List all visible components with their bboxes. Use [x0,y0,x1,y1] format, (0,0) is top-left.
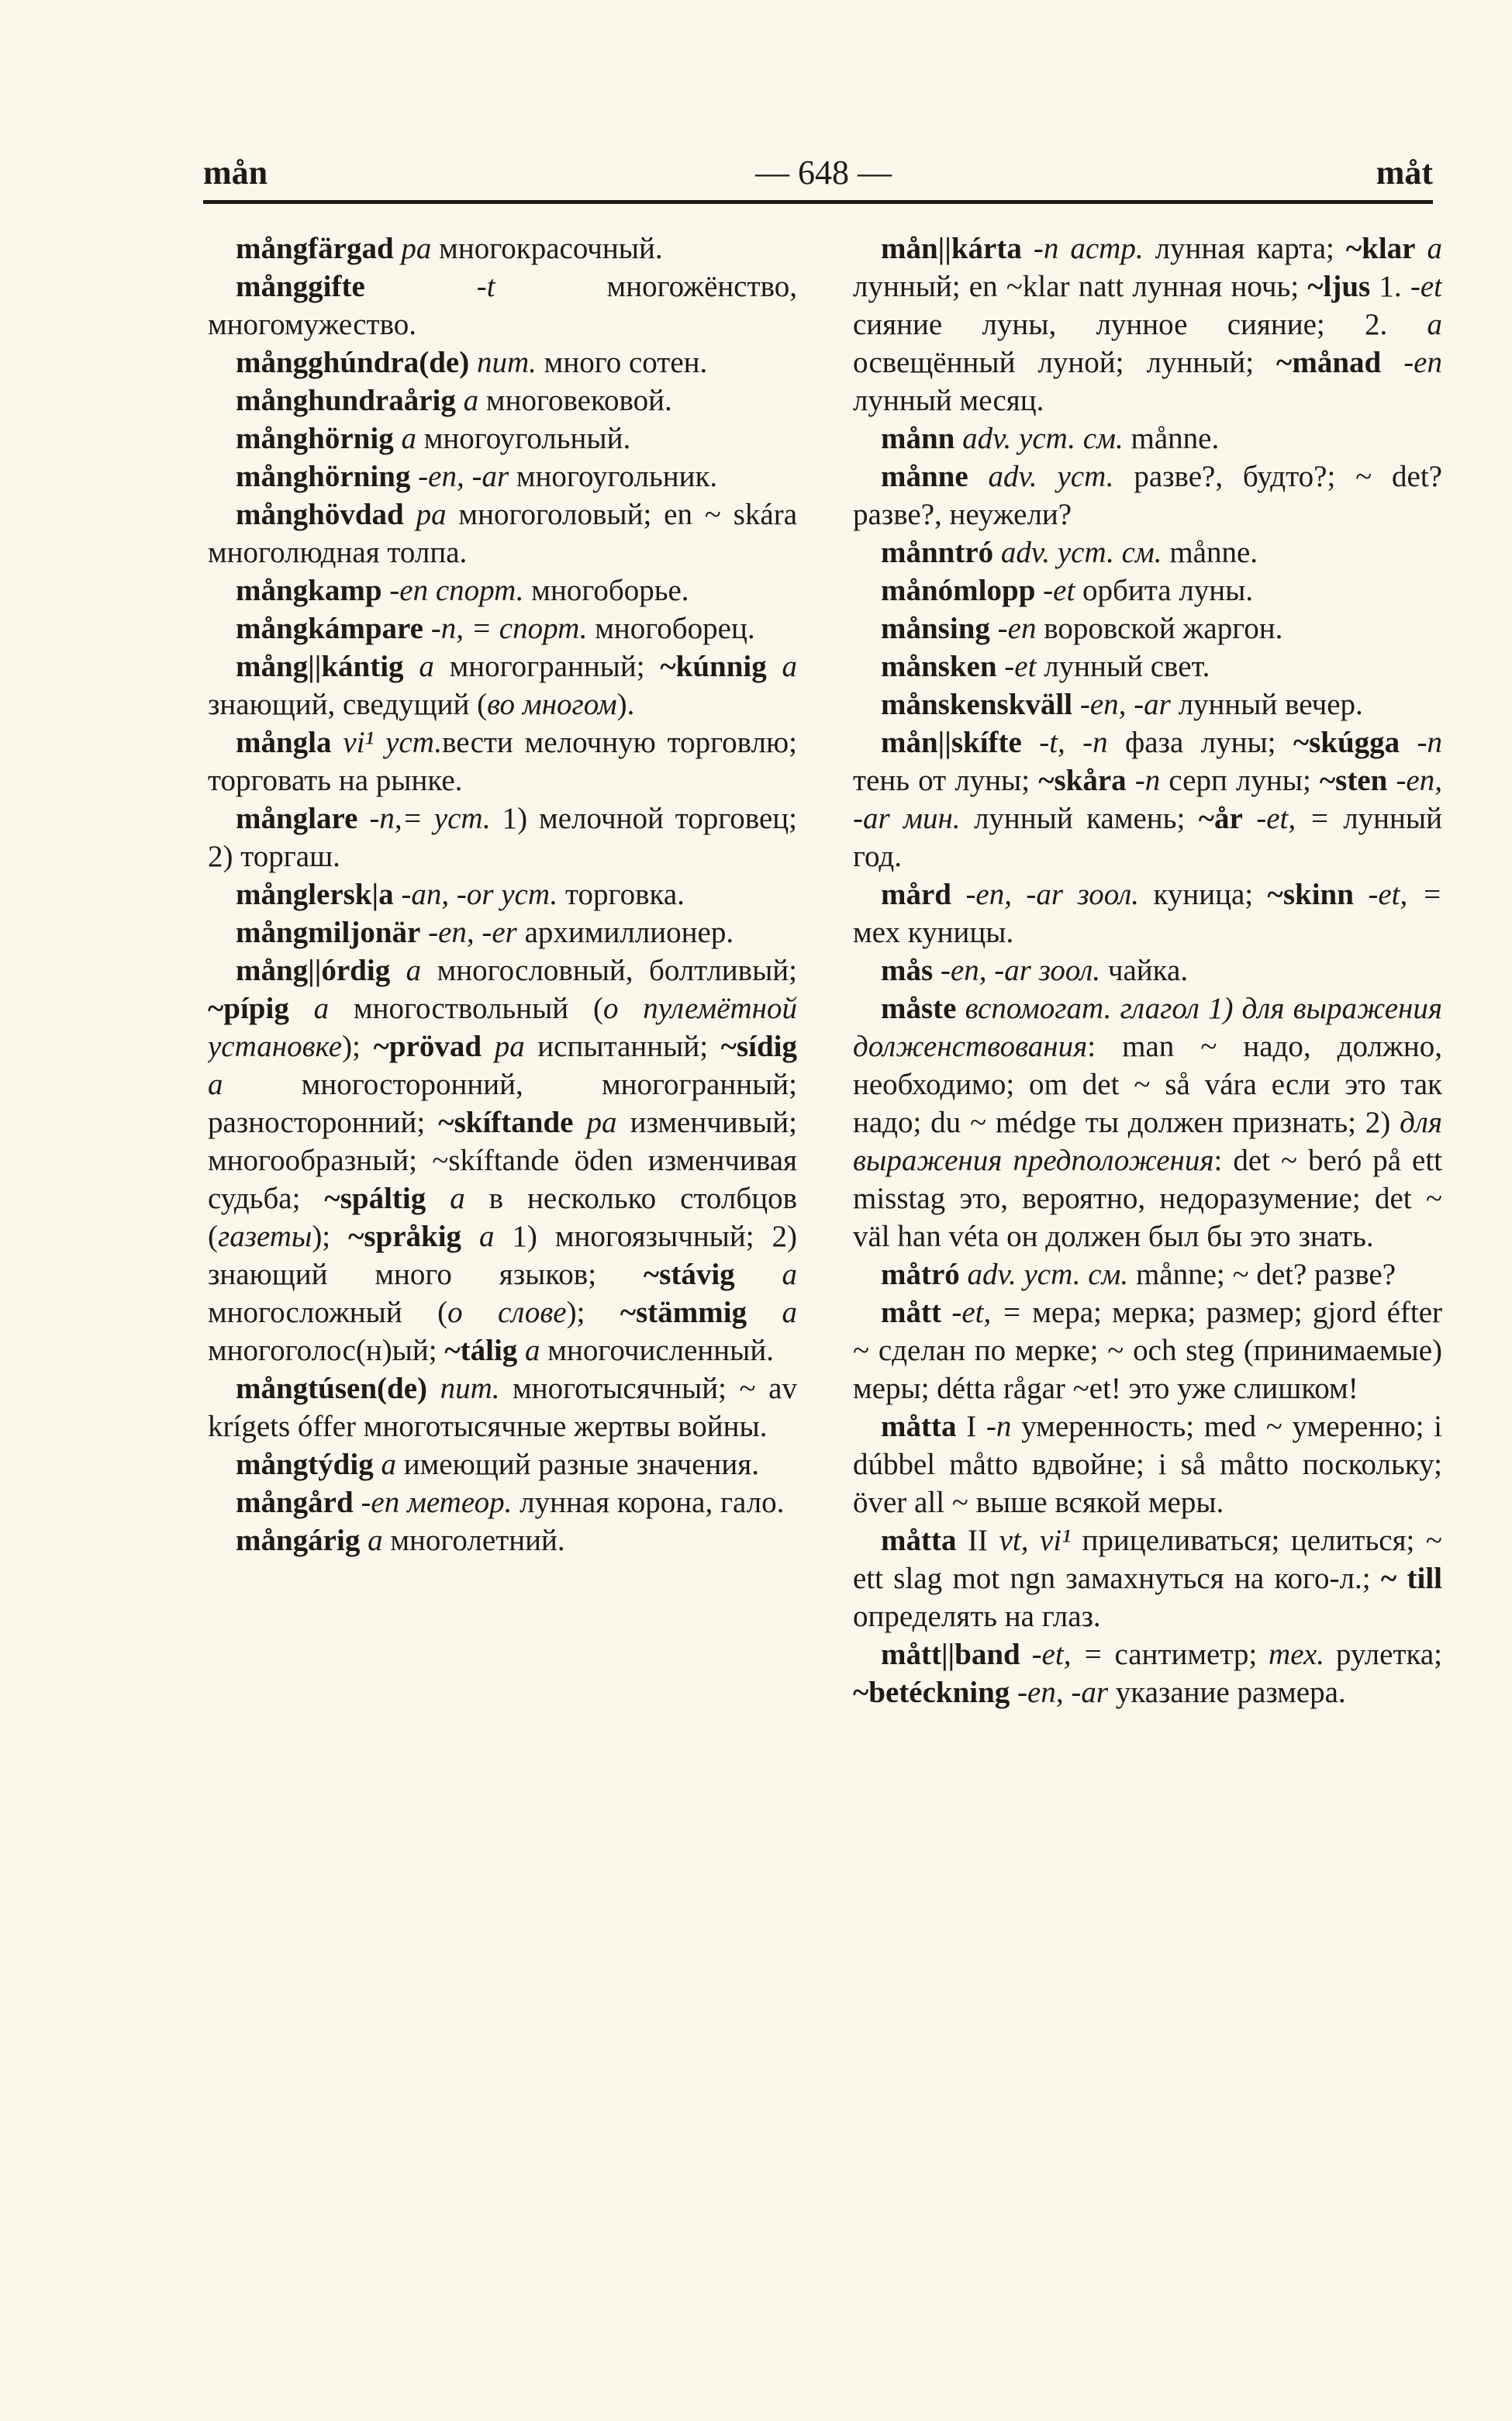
entry-grammar-note: a [463,384,479,417]
entry-subword: ~månad [1276,346,1382,379]
entry-text [1072,688,1080,721]
entry-grammar-note: для выражения предположения [853,1106,1442,1177]
entry-subword: ~kúnnig [660,650,767,683]
entry-text [951,878,965,911]
dictionary-entry [853,1255,1442,1293]
dictionary-entry [853,724,1442,875]
entry-text [1243,802,1256,835]
entry-grammar-note: vt, vi¹ [999,1524,1071,1557]
entry-grammar-note: -et, = [951,1296,1022,1329]
entry-subword: ~ljus [1307,270,1371,303]
entry-subword: ~betéckning [853,1676,1010,1709]
entry-grammar-note: -t [476,270,495,303]
entry-grammar-note: -et [1004,650,1037,683]
entry-text [332,726,343,759]
entry-text [357,802,369,835]
entry-grammar-note: о слове [447,1296,567,1329]
dictionary-entry [853,610,1442,648]
entry-headword: månn [881,422,955,455]
dictionary-entry [208,230,797,268]
entry-headword: mås [881,954,934,987]
entry-grammar-note: pa [586,1106,617,1139]
dictionary-entry [853,1635,1442,1711]
entry-text [1416,232,1427,265]
entry-grammar-note: pa [494,1030,525,1063]
entry-text: имеющий разные значения. [395,1448,759,1481]
entry-text [1020,1638,1032,1671]
entry-text: лунный; en ~klar natt лунная ночь; [853,270,1308,303]
entry-grammar-note: -n,= уст. [369,802,491,835]
entry-grammar-note: a [401,422,416,455]
entry-grammar-note: a [313,992,330,1025]
entry-grammar-note: во многом [487,688,617,721]
page-number: — 648 — [755,154,892,192]
dictionary-entry [853,230,1442,420]
header-right-word: måt [1376,154,1433,192]
entry-text: лунная карта; [1143,232,1346,265]
entry-text [404,498,416,531]
entry-text: многосторонний, многогранный; разносторонний; [208,1068,797,1139]
dictionary-entry [208,1445,797,1483]
entry-headword: mång||órdig [236,954,391,987]
dictionary-entry [208,1521,797,1559]
entry-text [1022,232,1034,265]
entry-grammar-note: -n, = спорт. [430,612,588,645]
entry-text: : det ~ beró på ett misstag это, вероятно, недоразумение; det ~ väl han véta он должен был бы это знать. [853,1144,1442,1253]
entry-subword: ~spáltig [324,1182,426,1215]
entry-grammar-note: -en, -ar [1079,688,1171,721]
entry-text [990,612,998,645]
entry-text: многоголос(н)ый; [208,1334,445,1367]
entry-text: куница; [1139,878,1268,911]
dictionary-entry [853,1407,1442,1521]
entry-headword: månglersk|a [236,878,394,911]
entry-grammar-note: -en, -er [428,916,517,949]
entry-headword: månskenskväll [881,688,1073,721]
dictionary-entry [208,724,797,800]
entry-subword: ~prövad [373,1030,482,1063]
entry-text: 1) мелочной торговец; 2) торгаш. [208,802,797,873]
entry-text [360,1524,368,1557]
entry-grammar-note: -t, -n [1039,726,1108,759]
entry-grammar-note: тех. [1269,1638,1325,1671]
entry-text: 1. [1370,270,1410,303]
entry-grammar-note: -et [1410,270,1442,303]
dictionary-entry [853,686,1442,724]
entry-text [374,1448,381,1481]
entry-subword: ~år [1198,802,1243,835]
entry-text: månne. [1123,422,1220,455]
entry-text [365,270,477,303]
entry-grammar-note: газеты [218,1220,312,1253]
entry-grammar-note: -et, = [1368,878,1442,911]
entry-headword: mått||band [881,1638,1020,1671]
entry-text [1022,726,1039,759]
entry-text: II [956,1524,999,1557]
entry-subword: ~skíftande [438,1106,574,1139]
entry-text: ); [566,1296,620,1329]
entry-text: многолетний. [382,1524,565,1557]
entry-text: мера; мерка; размер; gjord éfter ~ сделан по мерке; ~ och steg (принимаемые) меры; détta rågar ~et! это уже слишком! [853,1296,1442,1405]
entry-headword: mångfärgad [236,232,394,265]
dictionary-entry [853,572,1442,610]
dictionary-entry [208,648,797,724]
entry-text: многоборец. [587,612,755,645]
entry-text [1035,574,1043,607]
entry-headword: mått [881,1296,941,1329]
entry-grammar-note: -n [1134,764,1161,797]
entry-grammar-note: num. [440,1372,500,1405]
entry-headword: måste [881,992,957,1025]
entry-text: ); [342,1030,374,1063]
entry-grammar-note: -en, -ar мин. [853,764,1442,835]
dictionary-entry [208,420,797,458]
dictionary-entry [853,420,1442,458]
entry-grammar-note: a [406,954,422,987]
entry-text [960,1258,968,1291]
entry-text [1381,346,1403,379]
entry-grammar-note: -et, = [1031,1638,1103,1671]
entry-text [968,460,989,493]
entry-text: в несколько столбцов ( [208,1182,797,1253]
entry-headword: måtta [881,1410,957,1443]
entry-text: многокрасочный. [431,232,663,265]
entry-headword: måtró [881,1258,960,1291]
entry-grammar-note: pa [416,498,447,531]
entry-grammar-note: a [368,1524,383,1557]
entry-grammar-note: -en [1403,346,1442,379]
left-column [208,230,797,2184]
entry-text [767,650,782,683]
entry-headword: mångárig [236,1524,361,1557]
entry-text: разве?, будто?; ~ det? разве?, неужели? [853,460,1442,531]
dictionary-entry [208,496,797,572]
entry-text [1354,878,1368,911]
entry-subword: ~språkig [348,1220,462,1253]
entry-subword: ~stämmig [620,1296,747,1329]
entry-grammar-note: adv. уст. см. [967,1258,1129,1291]
dictionary-entry [208,268,797,344]
entry-text [461,1220,479,1253]
entry-headword: måtta [881,1524,957,1557]
entry-text: рулетка; [1324,1638,1442,1671]
entry-text [1400,726,1417,759]
entry-text: многотысячный; ~ av krígets óffer многотысячные жертвы войны. [208,1372,797,1443]
entry-grammar-note: -en, -ar [1017,1676,1109,1709]
entry-text: ). [616,688,635,721]
entry-text: определять на глаз. [853,1600,1101,1633]
entry-text [993,536,1001,569]
entry-grammar-note: a [450,1182,465,1215]
entry-headword: mångtýdig [236,1448,374,1481]
entry-text: многоствольный ( [329,992,603,1025]
entry-text [954,422,962,455]
entry-grammar-note: pa [401,232,432,265]
entry-text: многогранный; [433,650,661,683]
entry-grammar-note: num. [476,346,537,379]
entry-headword: månghörnig [236,422,394,455]
dictionary-entry [208,458,797,496]
entry-headword: månne [881,460,968,493]
entry-text [394,232,402,265]
entry-text [1010,1676,1017,1709]
entry-headword: månggifte [236,270,365,303]
entry-text: лунная корона, гало. [512,1486,785,1519]
dictionary-entry [853,648,1442,686]
entry-text [997,650,1005,683]
entry-grammar-note: adv. уст. см. [1000,536,1162,569]
dictionary-entry [853,534,1442,572]
entry-grammar-note: -et [1043,574,1075,607]
entry-headword: mångkamp [236,574,382,607]
entry-text: фаза луны; [1107,726,1293,759]
entry-headword: månglare [236,802,358,835]
entry-text: чайка. [1100,954,1189,987]
entry-text: сантиметр; [1103,1638,1269,1671]
entry-headword: månsing [881,612,990,645]
page-header [203,154,1433,200]
entry-text: многожёнство, многомужество. [208,270,797,341]
entry-text: 1) многоязычный; 2) знающий много языков; [208,1220,797,1291]
entry-text [573,1106,586,1139]
entry-text: указание размера. [1108,1676,1346,1709]
entry-text [956,992,965,1025]
entry-headword: månntró [881,536,994,569]
entry-text [517,1334,525,1367]
entry-text [1127,764,1135,797]
entry-grammar-note: a [525,1334,540,1367]
entry-text: освещённый луной; лунный; [853,346,1277,379]
entry-text: знающий, сведущий ( [208,688,488,721]
entry-grammar-note: -en метеор. [361,1486,513,1519]
entry-text [456,384,464,417]
entry-grammar-note: a [381,1448,396,1481]
entry-headword: mård [881,878,951,911]
entry-grammar-note: -en, -ar зоол. [965,878,1140,911]
entry-text: орбита луны. [1075,574,1254,607]
entry-text: I [956,1410,986,1443]
entry-text: лунный свет. [1036,650,1210,683]
entry-text: серп луны; [1160,764,1320,797]
entry-headword: mångtúsen(de) [236,1372,428,1405]
dictionary-entry [208,875,797,913]
entry-text: умеренность; med ~ умеренно; i dúbbel måtto вдвойне; i så måtto поскольку; över all ~ выше всякой меры. [853,1410,1442,1519]
entry-text [426,1182,450,1215]
entry-text: архимиллионер. [516,916,734,949]
entry-text: вести мелочную торговлю; торговать на рынке. [208,726,797,797]
entry-headword: mån||skífte [881,726,1022,759]
entry-grammar-note: -et, = [1256,802,1330,835]
entry-text: лунный вечер. [1170,688,1363,721]
entry-text: многоугольный. [416,422,631,455]
dictionary-entry [208,800,797,875]
dictionary-entry [853,1521,1442,1635]
dictionary-entry [853,875,1442,951]
entry-text: прицеливаться; целиться; ~ ett slag mot ngn замахнуться на кого-л.; [853,1524,1442,1595]
entry-text: лунный месяц. [853,384,1044,417]
entry-headword: månómlopp [881,574,1036,607]
dictionary-entry [208,913,797,951]
entry-text: многовековой. [478,384,672,417]
entry-text [390,954,406,987]
entry-headword: månghövdad [236,498,404,531]
entry-text [382,574,390,607]
entry-grammar-note: -n астр. [1033,232,1144,265]
dictionary-entry [853,989,1442,1255]
entry-headword: mång||kántig [236,650,404,683]
entry-subword: ~tálig [444,1334,518,1367]
entry-text [394,422,402,455]
entry-grammar-note: a [478,1220,495,1253]
entry-text [394,878,402,911]
entry-grammar-note: a [208,1068,223,1101]
entry-grammar-note: a [782,650,797,683]
entry-text [1387,764,1396,797]
entry-headword: mångghúndra(de) [236,346,470,379]
entry-grammar-note: о пулемётной установке [208,992,797,1063]
entry-text [933,954,941,987]
entry-subword: ~stávig [643,1258,735,1291]
entry-text: : man ~ надо, должно, необходимо; om det ~ så vára если это так надо; du ~ médge ты должен признать; 2) [853,1030,1442,1139]
entry-text [420,916,428,949]
entry-text [469,346,477,379]
entry-grammar-note: -en, -ar зоол. [940,954,1101,987]
entry-text: испытанный; [524,1030,721,1063]
entry-text: лунный камень; [960,802,1199,835]
header-rule [203,200,1433,204]
entry-subword: ~skúgga [1293,726,1400,759]
entry-text [289,992,314,1025]
entry-text [941,1296,951,1329]
entry-headword: månsken [881,650,997,683]
entry-text [404,650,419,683]
dictionary-entry [208,1369,797,1445]
entry-text [735,1258,782,1291]
entry-headword: mångkámpare [236,612,423,645]
entry-subword: ~ till [1380,1562,1442,1595]
entry-text [747,1296,782,1329]
dictionary-entry [853,458,1442,534]
dictionary-entry [853,951,1442,989]
entry-text: ); [312,1220,349,1253]
entry-subword: ~skåra [1038,764,1127,797]
entry-grammar-note: a [419,650,434,683]
entry-grammar-note: adv. уст. [988,460,1114,493]
dictionary-entry [208,610,797,648]
entry-grammar-note: a [1427,232,1442,265]
dictionary-entry [208,344,797,382]
entry-grammar-note: adv. уст. см. [962,422,1124,455]
entry-text: многоборье. [523,574,689,607]
entry-text [427,1372,440,1405]
entry-grammar-note: -en спорт. [389,574,524,607]
entry-text: сияние луны, лунное сияние; 2. [853,308,1427,341]
entry-grammar-note: -en [997,612,1037,645]
entry-grammar-note: -en, -ar [418,460,509,493]
entry-headword: månghörning [236,460,411,493]
entry-headword: mångmiljonär [236,916,421,949]
entry-text [482,1030,495,1063]
entry-subword: ~pípig [208,992,289,1025]
entry-headword: månghundraårig [236,384,456,417]
entry-subword: ~skinn [1267,878,1354,911]
entry-headword: mångård [236,1486,354,1519]
entry-text: månne. [1162,536,1258,569]
entry-text: изменчивый; многообразный; ~skíftande öden изменчивая судьба; [208,1106,797,1215]
dictionary-entry [853,1293,1442,1407]
entry-text: мех куницы. [853,916,1014,949]
entry-subword: ~sten [1319,764,1388,797]
entry-grammar-note: vi¹ уст. [343,726,443,759]
entry-grammar-note: a [782,1258,797,1291]
dictionary-entry [208,1483,797,1521]
entry-grammar-note: -n [986,1410,1012,1443]
entry-text: лунный год. [853,802,1442,873]
entry-subword: ~sídig [720,1030,797,1063]
entry-text: многословный, болтливый; [421,954,797,987]
entry-grammar-note: вспомогат. глагол 1) для выражения долженствования [853,992,1442,1063]
dictionary-entry [208,951,797,1369]
entry-headword: mån||kárta [881,232,1022,265]
right-column [853,230,1442,2184]
entry-text: воровской жаргон. [1036,612,1283,645]
entry-text [354,1486,361,1519]
entry-subword: ~klar [1345,232,1416,265]
dictionary-entry [208,572,797,610]
entry-grammar-note: -an, -or уст. [401,878,558,911]
entry-text: многоголовый; en ~ skára многолюдная толпа. [208,498,797,569]
entry-grammar-note: a [782,1296,797,1329]
dictionary-entry [208,382,797,420]
entry-text: торговка. [558,878,685,911]
entry-grammar-note: -n [1417,726,1442,759]
entry-text: многоугольник. [509,460,718,493]
entry-text: многочисленный. [540,1334,774,1367]
entry-text: månne; ~ det? разве? [1128,1258,1396,1291]
entry-text: многосложный ( [208,1296,448,1329]
entry-text [423,612,431,645]
entry-text: тень от луны; [853,764,1039,797]
entry-headword: mångla [236,726,332,759]
entry-text: много сотен. [536,346,708,379]
entry-grammar-note: a [1427,308,1442,341]
header-left-word: mån [203,154,268,192]
entry-text [410,460,418,493]
